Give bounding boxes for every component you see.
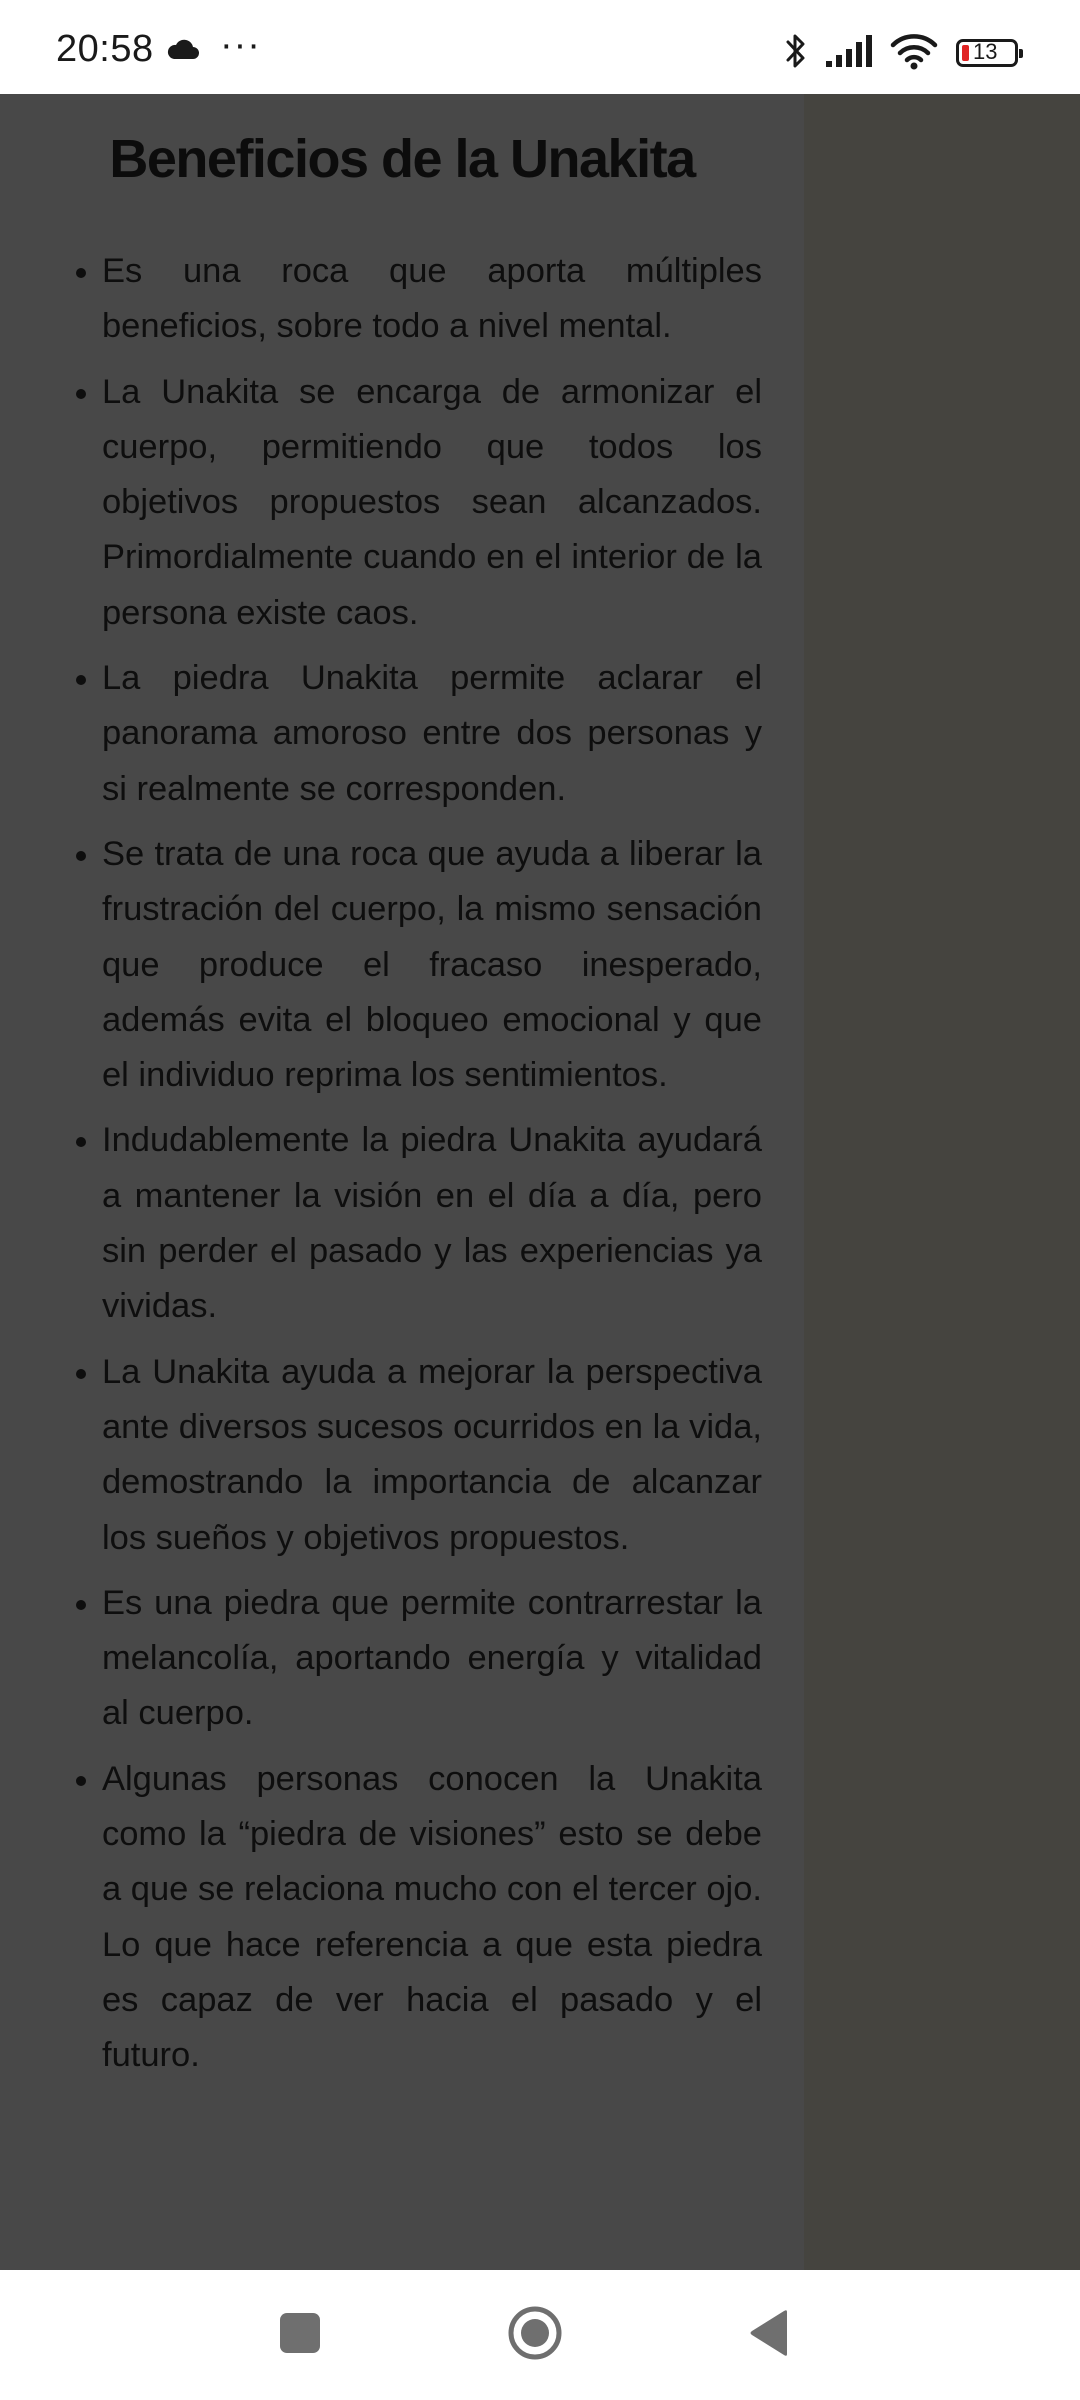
status-bar (0, 0, 1080, 94)
home-icon (507, 2305, 563, 2366)
list-item: La piedra Unakita permite aclarar el panorama amoroso entre dos personas y si realmente se corresponden. (102, 651, 762, 817)
benefits-list (102, 244, 762, 2094)
bluetooth-icon (784, 31, 808, 76)
status-time: 20:58 (56, 28, 154, 70)
battery-percentage: 13 (973, 39, 998, 64)
battery-icon (956, 39, 1018, 67)
list-item: La Unakita se encarga de armonizar el cuerpo, permitiendo que todos los objetivos propuestos sean alcanzados. Primordialmente cuando en el interior de la persona existe caos. (102, 365, 762, 641)
cloud-icon (166, 38, 200, 65)
list-item: Es una roca que aporta múltiples beneficios, sobre todo a nivel mental. (102, 244, 762, 355)
back-button[interactable] (734, 2300, 804, 2370)
more-notifications-indicator: ··· (220, 24, 261, 66)
article (0, 94, 804, 2270)
article-title: Beneficios de la Unakita (109, 129, 695, 189)
battery-level-fill (962, 45, 969, 61)
list-item: Algunas personas conocen la Unakita como la “piedra de visiones” esto se debe a que se relaciona mucho con el tercer ojo. Lo que hace referencia a que esta piedra es capaz de ver hacia el pasado y el futuro. (102, 1752, 762, 2084)
wifi-icon (890, 32, 938, 75)
recents-button[interactable] (265, 2300, 335, 2370)
list-item: La Unakita ayuda a mejorar la perspectiva ante diversos sucesos ocurridos en la vida, demostrando la importancia de alcanzar los sueños y objetivos propuestos. (102, 1345, 762, 1566)
status-icons (784, 28, 1018, 78)
list-item: Se trata de una roca que ayuda a liberar la frustración del cuerpo, la mismo sensación que produce el fracaso inesperado, además evita el bloqueo emocional y que el individuo reprima los sentimientos. (102, 827, 762, 1103)
side-panel (804, 94, 1080, 2270)
list-item: Indudablemente la piedra Unakita ayudará a mantener la visión en el día a día, pero sin perder el pasado y las experiencias ya vividas. (102, 1113, 762, 1334)
list-item: Es una piedra que permite contrarrestar la melancolía, aportando energía y vitalidad al cuerpo. (102, 1576, 762, 1742)
signal-icon (826, 35, 872, 72)
home-button[interactable] (500, 2300, 570, 2370)
page-content (0, 94, 1080, 2270)
navigation-bar (0, 2270, 1080, 2400)
back-icon (747, 2309, 791, 2362)
recents-icon (280, 2313, 320, 2358)
